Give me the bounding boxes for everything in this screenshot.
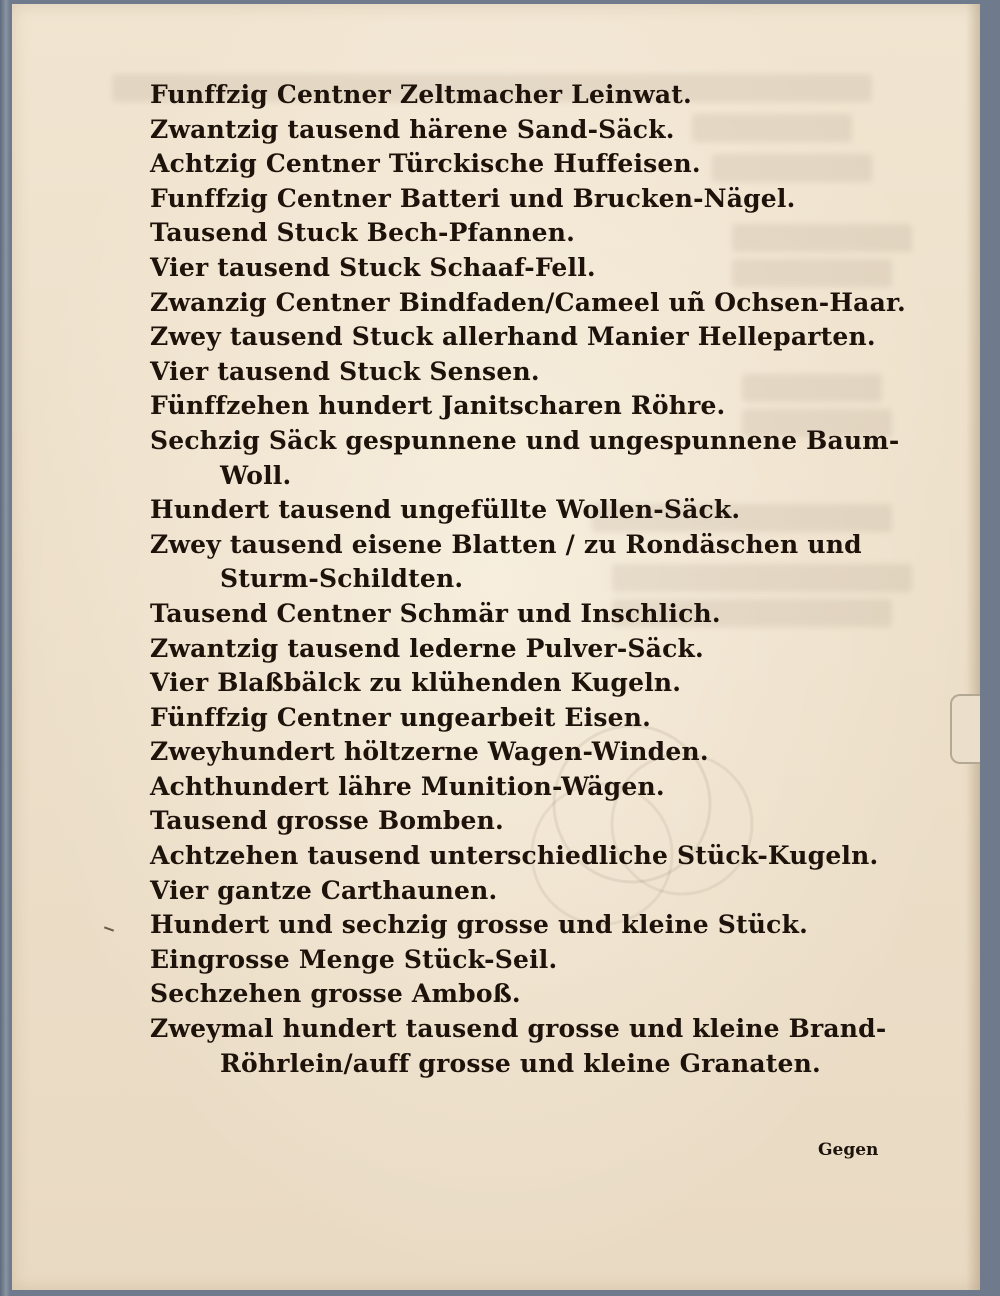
list-item: Funffzig Centner Zeltmacher Leinwat. (150, 80, 692, 109)
list-item: Tausend Centner Schmär und Inschlich. (150, 598, 721, 628)
list-item: Funffzig Centner Batteri und Brucken-Nägel. (150, 183, 796, 213)
list-item: Sechzig Säck gespunnene und ungespunnene Baum- (150, 425, 900, 455)
inventory-list (150, 78, 910, 1081)
catchword: Gegen (818, 1140, 879, 1160)
list-item: Zwantzig tausend lederne Pulver-Säck. (150, 633, 704, 663)
list-item: Tausend grosse Bomben. (150, 806, 504, 836)
list-item: Zweymal hundert tausend grosse und kleine Brand- (150, 1014, 887, 1044)
list-item: Hundert tausend ungefüllte Wollen-Säck. (150, 495, 741, 525)
list-item: Vier tausend Stuck Schaaf-Fell. (150, 252, 596, 282)
list-item: Fünffzig Centner ungearbeit Eisen. (150, 702, 651, 732)
list-item: Zwantzig tausend härene Sand-Säck. (150, 114, 675, 144)
list-item: Vier Blaßbälck zu klühenden Kugeln. (150, 668, 682, 698)
list-item: Achtzig Centner Türckische Huffeisen. (150, 149, 701, 179)
list-item: Achthundert lähre Munition-Wägen. (150, 771, 665, 801)
list-item: Fünffzehen hundert Janitscharen Röhre. (150, 391, 726, 421)
list-item: Achtzehen tausend unterschiedliche Stück-Kugeln. (150, 841, 879, 871)
list-item: Hundert und sechzig grosse und kleine Stück. (150, 910, 809, 940)
list-item: Zwey tausend eisene Blatten / zu Rondäschen und (150, 529, 862, 559)
list-item: Zweyhundert höltzerne Wagen-Winden. (150, 737, 709, 767)
list-item-continuation: Woll. (220, 460, 292, 490)
list-item: Vier tausend Stuck Sensen. (150, 356, 540, 386)
list-item: Eingrosse Menge Stück-Seil. (150, 944, 558, 974)
list-item-continuation: Sturm-Schildten. (220, 564, 464, 594)
list-item: Zwanzig Centner Bindfaden/Cameel uñ Ochsen-Haar. (150, 287, 906, 317)
list-item: Tausend Stuck Bech-Pfannen. (150, 218, 576, 248)
list-item: Vier gantze Carthaunen. (150, 875, 498, 905)
list-item: Zwey tausend Stuck allerhand Manier Helleparten. (150, 322, 876, 352)
page-tab-marker (950, 694, 980, 764)
list-item-continuation: Röhrlein/auff grosse und kleine Granaten. (220, 1048, 821, 1078)
list-item: Sechzehen grosse Amboß. (150, 979, 521, 1009)
page-edge-shadow (966, 4, 980, 1290)
